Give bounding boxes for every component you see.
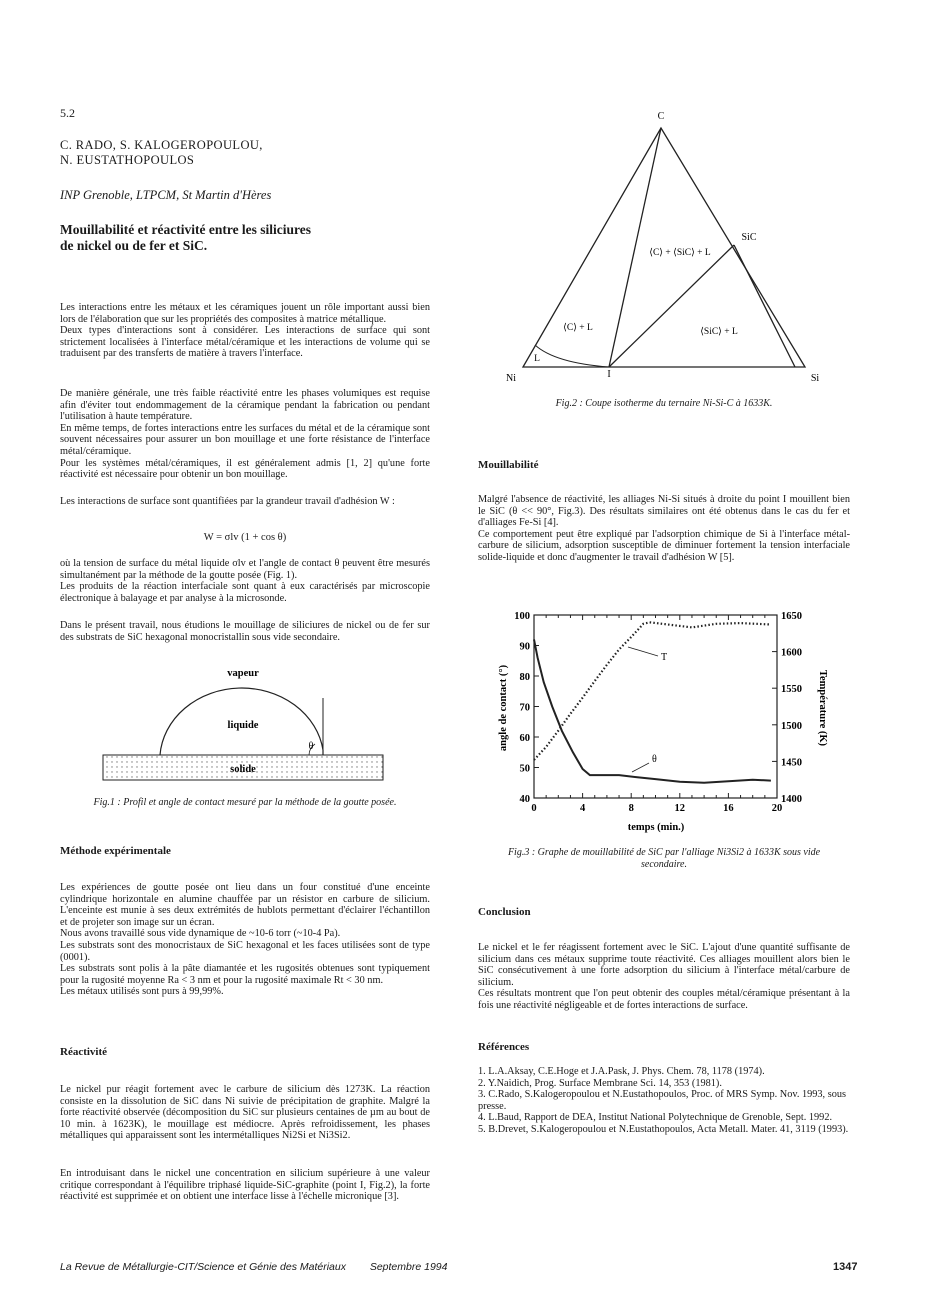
vapor-label: vapeur (227, 668, 259, 679)
methode-heading: Méthode expérimentale (60, 845, 171, 857)
series-line-temperature (534, 622, 771, 760)
y-tick-label: 100 (514, 611, 530, 622)
y2-tick-label: 1450 (781, 757, 802, 769)
x-axis-ticks (531, 615, 782, 814)
mouillabilite-heading: Mouillabilité (478, 459, 539, 471)
reactivite-paragraph: Le nickel pur réagit fortement avec le carbure de silicium dès 1273K. La réaction consiste en la dissolution de SiC dans Ni suivie de précipitation de graphite. Malgré la forte réactivité observée (décomposition du SiC sur plusieurs centaines de µm au bout de 10 min. à 1623K), le mouillage est médiocre. Après refroidissement, les phases métalliques qui apparaissent sont les intermétalliques Ni2Si et Ni3Si2. (60, 1084, 430, 1142)
methode-paragraph: Nous avons travaillé sous vide dynamique de ~10-6 torr (~10-4 Pa). (60, 928, 341, 940)
y2-tick-label: 1650 (781, 611, 802, 622)
y2-axis-label: Température (K) (817, 669, 828, 747)
vertex-SiC: SiC (741, 232, 757, 243)
wetting-chart (478, 600, 850, 840)
authors-line2: N. EUSTATHOPOULOS (60, 153, 195, 167)
intro-paragraph: Deux types d'interactions sont à considérer. Les interactions de surface qui sont strictement localisées à l'interface métal/céramique et les interactions de volume qui se traduisent par des transferts de matière à travers l'interface. (60, 325, 430, 360)
reactivite-heading: Réactivité (60, 1046, 108, 1058)
y2-tick-label: 1550 (781, 684, 802, 696)
references-list (478, 1066, 850, 1136)
plot-frame (534, 615, 777, 798)
y2-tick-label: 1400 (781, 794, 802, 805)
intro-block-2 (60, 388, 430, 481)
authors-line1: C. RADO, S. KALOGEROPOULOU, (60, 138, 263, 152)
y-tick-label: 70 (519, 702, 530, 714)
journal-name: La Revue de Métallurgie-CIT/Science et Génie des Matériaux (60, 1261, 346, 1273)
ternary-diagram (495, 105, 835, 390)
solid-label: solide (230, 764, 256, 775)
reference-item: 2. Y.Naidich, Prog. Surface Membrane Sci. 14, 353 (1981). (478, 1077, 722, 1089)
journal-footer (60, 1261, 447, 1273)
adhesion-paragraph: Les interactions de surface sont quantifiées par la grandeur travail d'adhésion W : (60, 496, 395, 507)
equation: W = σlv (1 + cos θ) (203, 532, 287, 543)
references-heading: Références (478, 1041, 530, 1053)
intro-paragraph: En même temps, de fortes interactions entre les surfaces du métal et de la céramique sont souvent nécessaires pour assurer un bon mouillage et une forte résistance de l'interface métal/céramique. (60, 422, 430, 457)
methode-paragraph: Les expériences de goutte posée ont lieu dans un four constitué d'une enceinte cylindrique horizontale en alumine chauffée par un résistor en carbure de silicium. L'enceinte est munie à ses deux extrémités de hublots permettant d'éclairer l'échantillon et de projeter son image sur un écran. (60, 882, 430, 928)
x-tick-label: 12 (674, 803, 686, 814)
conclusion-paragraph: Ces résultats montrent que l'on peut obtenir des couples métal/céramique présentant à la fois une réactivité négligeable et de fortes interactions de surface. (478, 988, 850, 1011)
y-axis-label: angle de contact (°) (498, 664, 509, 752)
series-label-theta: θ (652, 754, 657, 765)
series-T-pointer (628, 647, 658, 656)
y-tick-label: 40 (519, 794, 530, 805)
liquid-label: liquide (227, 720, 259, 731)
title-line1: Mouillabilité et réactivité entre les siliciures (60, 222, 312, 237)
fig3-caption-line1: Fig.3 : Graphe de mouillabilité de SiC par l'alliage Ni3Si2 à 1633K sous vide (507, 847, 821, 858)
series-label-T: T (661, 652, 668, 663)
sessile-drop-figure (95, 660, 395, 790)
reference-item: 5. B.Drevet, S.Kalogeropoulou et N.Eustathopoulos, Acta Metall. Mater. 41, 3119 (1993). (478, 1123, 849, 1135)
intro-paragraph: Les interactions entre les métaux et les céramiques jouent un rôle important aussi bien lors de l'élaboration que sur les propriétés des composites à matrice métallique. (60, 302, 430, 325)
section-number: 5.2 (60, 106, 75, 120)
intro-paragraph: Pour les systèmes métal/céramiques, il est généralement admis [1, 2] qu'une forte réactivité est nécessaire pour obtenir un bon mouillage. (60, 457, 430, 481)
region-SiC-L: ⟨SiC⟩ + L (700, 327, 738, 337)
x-tick-label: 8 (628, 803, 634, 814)
fig3-caption-line2: secondaire. (640, 859, 687, 870)
conclusion-paragraph: Le nickel et le fer réagissent fortement avec le SiC. L'ajout d'une quantité suffisante de silicium dans ces métaux supprime toute réactivité. Ces alliages mouillent alors bien le SiC consécutivement à une forte adsorption du silicium à l'interface métal/carbure de silicium. (478, 942, 850, 988)
conclusion-heading: Conclusion (478, 906, 531, 918)
affiliation: INP Grenoble, LTPCM, St Martin d'Hères (60, 188, 272, 202)
x-tick-label: 16 (723, 803, 734, 814)
equation-explanation: où la tension de surface du métal liquide σlv et l'angle de contact θ peuvent être mesurés simultanément par la méthode de la goutte posée (Fig. 1). (60, 558, 430, 581)
x-tick-label: 0 (531, 803, 537, 814)
page-number: 1347 (833, 1261, 858, 1273)
y2-tick-label: 1500 (781, 720, 802, 732)
equation-explanation: Les produits de la réaction interfaciale sont quant à eux caractérisés par microscopie électronique à balayage et par analyse à la microsonde. (60, 581, 430, 604)
mouillabilite-paragraph: Ce comportement peut être expliqué par l'adsorption chimique de Si à l'interface métal-carbure de silicium, adsorption susceptible de diminuer fortement la tension interfaciale solide-liquide et donc d'augmenter le travail d'adhésion W [5]. (478, 528, 850, 563)
vertex-Ni: Ni (506, 373, 516, 384)
vertex-C: C (657, 111, 665, 122)
intro-paragraph: De manière générale, une très faible réactivité entre les phases volumiques est requise afin d'éviter tout endommagement de la céramique pendant la fabrication ou pendant l'utilisation à haute température. (60, 388, 430, 423)
fig1-caption: Fig.1 : Profil et angle de contact mesuré par la méthode de la goutte posée. (93, 797, 397, 808)
reference-item: 1. L.A.Aksay, C.E.Hoge et J.A.Pask, J. Phys. Chem. 78, 1178 (1974). (478, 1066, 765, 1077)
tie-line-SiC-Si (734, 245, 795, 367)
journal-date: Septembre 1994 (369, 1261, 448, 1273)
fig2-caption: Fig.2 : Coupe isotherme du ternaire Ni-Si-C à 1633K. (555, 398, 773, 409)
vertex-Si: Si (810, 373, 820, 384)
reference-item: 3. C.Rado, S.Kalogeropoulou et N.Eustathopoulos, Proc. of MRS Symp. Nov. 1993, sous presse. (478, 1089, 847, 1112)
point-I: I (607, 369, 611, 380)
reference-item: 4. L.Baud, Rapport de DEA, Institut National Polytechnique de Grenoble, Sept. 1992. (478, 1112, 833, 1124)
theta-label: θ (308, 741, 314, 752)
y-tick-label: 60 (519, 733, 530, 744)
methode-paragraph: Les métaux utilisés sont purs à 99,99%. (60, 986, 224, 998)
x-tick-label: 20 (771, 803, 783, 814)
title-line2: de nickel ou de fer et SiC. (60, 238, 208, 253)
mouillabilite-paragraph: Malgré l'absence de réactivité, les alliages Ni-Si situés à droite du point I mouillent bien le SiC (θ << 90°, Fig.3). Des résultats similaires ont été obtenus dans le cas du fer et d'alliages Fe-Si [4]. (478, 494, 850, 529)
liquidus-curve (535, 345, 609, 367)
y-tick-label: 80 (519, 672, 530, 683)
present-work-paragraph: Dans le présent travail, nous étudions le mouillage de siliciures de nickel ou de fer sur des substrats de SiC hexagonal monocristallin sous vide secondaire. (60, 620, 430, 643)
intro-block (60, 302, 430, 360)
y-tick-label: 50 (519, 763, 530, 775)
y-axis-ticks (514, 611, 539, 805)
y2-tick-label: 1600 (781, 647, 802, 659)
region-L: L (534, 354, 540, 364)
methode-paragraph: Les substrats sont des monocristaux de SiC hexagonal et les faces utilisées sont de type (0001). (60, 939, 430, 963)
methode-paragraph: Les substrats sont polis à la pâte diamantée et les rugosités obtenues sont typiquement pour la rugosité moyenne Ra < 3 nm et pour la rugosité maximale Rt < 30 nm. (60, 963, 430, 986)
reactivite-paragraph: En introduisant dans le nickel une concentration en silicium supérieure à une valeur critique correspondant à l'équilibre triphasé liquide-SiC-graphite (point I, Fig.2), la forte réactivité est supprimée et on obtient une interface lisse à l'échelle micronique [3]. (60, 1168, 430, 1203)
region-C-SiC-L: ⟨C⟩ + ⟨SiC⟩ + L (649, 248, 711, 258)
region-C-L: ⟨C⟩ + L (563, 323, 593, 333)
x-tick-label: 4 (579, 803, 586, 814)
y-tick-label: 90 (519, 641, 530, 653)
series-theta-pointer (632, 763, 649, 772)
tie-line-I-SiC (609, 245, 734, 367)
x-axis-label: temps (min.) (627, 822, 685, 833)
